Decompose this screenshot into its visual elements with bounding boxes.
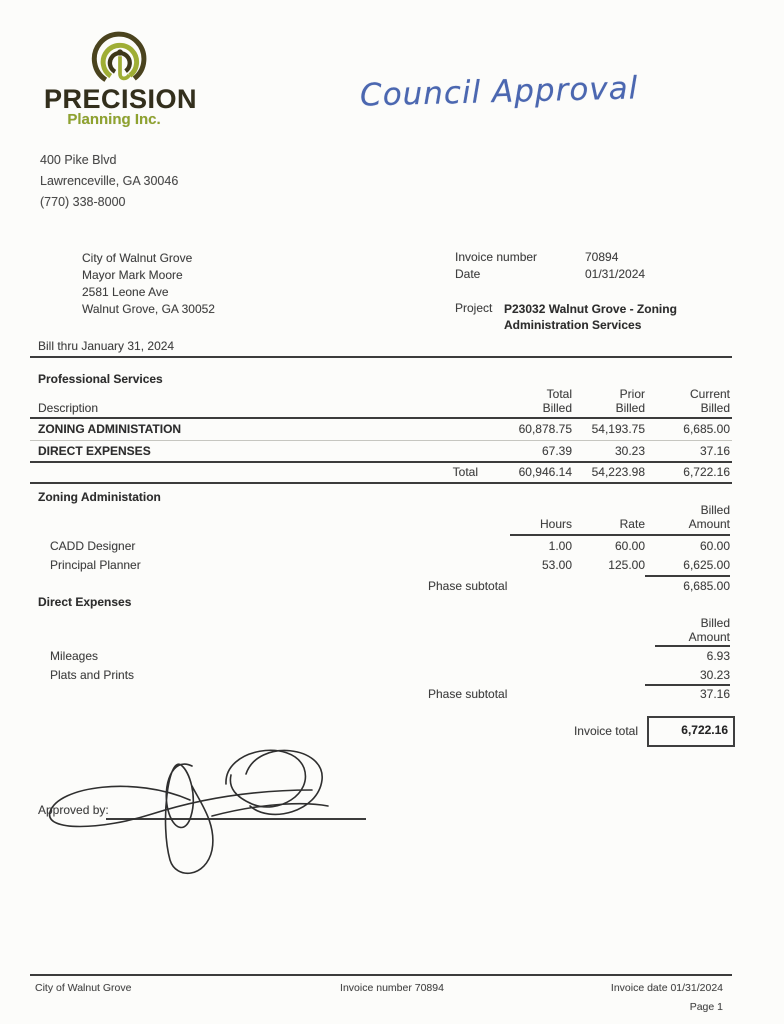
ps-row-total: 67.39 bbox=[541, 444, 572, 458]
direct-expenses-title: Direct Expenses bbox=[38, 595, 132, 609]
company-subtitle: Planning Inc. bbox=[67, 111, 161, 128]
ps-total-rule-top bbox=[30, 461, 732, 463]
ps-row-prior: 30.23 bbox=[614, 444, 645, 458]
company-address-line: 400 Pike Blvd bbox=[40, 153, 117, 167]
de-row-name: Mileages bbox=[50, 649, 99, 663]
invoice-total-label: Invoice total bbox=[573, 724, 638, 738]
de-subtotal-label: Phase subtotal bbox=[428, 687, 508, 701]
za-subtotal-rule bbox=[645, 575, 730, 577]
invoice-number-value: 70894 bbox=[585, 250, 619, 264]
project-value bbox=[504, 301, 677, 333]
bill-to-line: 2581 Leone Ave bbox=[82, 285, 169, 299]
ps-col-prior-line2: Billed bbox=[615, 401, 645, 415]
table-row bbox=[30, 444, 730, 460]
de-subtotal-row bbox=[30, 687, 730, 703]
ps-col-total-line2: Billed bbox=[542, 401, 572, 415]
ps-header-line2 bbox=[30, 401, 730, 417]
footer-invoice-number: Invoice number 70894 bbox=[340, 982, 444, 994]
za-row-name: Principal Planner bbox=[50, 558, 141, 572]
bill-to-line: Walnut Grove, GA 30052 bbox=[82, 302, 215, 316]
ps-row-separator bbox=[30, 440, 732, 441]
invoice-date-label: Date bbox=[455, 267, 481, 281]
za-col-rate: Rate bbox=[619, 517, 645, 531]
za-col-hours: Hours bbox=[539, 517, 572, 531]
table-row bbox=[30, 558, 730, 574]
za-row-hours: 53.00 bbox=[541, 558, 572, 572]
invoice-total-value: 6,722.16 bbox=[681, 723, 728, 737]
approved-by-label: Approved by: bbox=[38, 803, 109, 817]
ps-total-row bbox=[30, 465, 730, 481]
ps-row-total: 60,878.75 bbox=[518, 422, 572, 436]
ps-col-current-line1: Current bbox=[689, 387, 730, 401]
ps-row-current: 37.16 bbox=[699, 444, 730, 458]
za-subtotal-label: Phase subtotal bbox=[428, 579, 508, 593]
de-row-amount: 30.23 bbox=[699, 668, 730, 682]
table-row bbox=[30, 668, 730, 684]
ps-total-rule-bottom bbox=[30, 482, 732, 484]
footer-client: City of Walnut Grove bbox=[35, 982, 132, 994]
company-phone: (770) 338-8000 bbox=[40, 195, 126, 209]
project-line-1: P23032 Walnut Grove - Zoning bbox=[504, 302, 677, 316]
invoice-number-label: Invoice number bbox=[455, 250, 538, 264]
invoice-total-box bbox=[647, 716, 735, 747]
za-col-billed-line1: Billed bbox=[700, 503, 730, 517]
zoning-administation-title: Zoning Administation bbox=[38, 490, 161, 504]
ps-col-prior-line1: Prior bbox=[619, 387, 645, 401]
bill-to-line: City of Walnut Grove bbox=[82, 251, 193, 265]
company-name: PRECISION bbox=[44, 84, 198, 114]
de-header-rule bbox=[655, 645, 730, 647]
de-subtotal-rule bbox=[645, 684, 730, 686]
footer-rule bbox=[30, 974, 732, 976]
ps-total-total: 60,946.14 bbox=[518, 465, 572, 479]
za-header-rule bbox=[510, 534, 730, 536]
za-row-amount: 60.00 bbox=[699, 539, 730, 553]
ps-total-current: 6,722.16 bbox=[683, 465, 730, 479]
company-address-line: Lawrenceville, GA 30046 bbox=[40, 174, 179, 188]
de-row-name: Plats and Prints bbox=[50, 668, 135, 682]
za-row-name: CADD Designer bbox=[50, 539, 136, 553]
bill-to-line: Mayor Mark Moore bbox=[82, 268, 183, 282]
company-address bbox=[40, 150, 178, 213]
ps-row-prior: 54,193.75 bbox=[591, 422, 645, 436]
ps-row-description: ZONING ADMINISTATION bbox=[38, 422, 182, 436]
professional-services-title: Professional Services bbox=[38, 372, 163, 386]
de-subtotal-value: 37.16 bbox=[699, 687, 730, 701]
za-col-billed-line2: Amount bbox=[688, 517, 730, 531]
ps-total-prior: 54,223.98 bbox=[591, 465, 645, 479]
footer-page-number: Page 1 bbox=[689, 1001, 723, 1013]
ps-row-description: DIRECT EXPENSES bbox=[38, 444, 151, 458]
ps-row-current: 6,685.00 bbox=[683, 422, 730, 436]
za-header-line2 bbox=[30, 517, 730, 533]
ps-col-total-line1: Total bbox=[546, 387, 572, 401]
project-line-2: Administration Services bbox=[504, 318, 642, 332]
de-header-line2 bbox=[30, 630, 730, 646]
handwritten-council-approval-note: Council Approval bbox=[359, 70, 639, 114]
za-subtotal-value: 6,685.00 bbox=[683, 579, 730, 593]
project-label: Project bbox=[455, 301, 493, 315]
za-row-rate: 125.00 bbox=[608, 558, 645, 572]
table-row bbox=[30, 422, 730, 438]
handwritten-signature bbox=[40, 728, 330, 878]
de-col-billed-line2: Amount bbox=[688, 630, 730, 644]
de-col-billed-line1: Billed bbox=[700, 616, 730, 630]
za-row-hours: 1.00 bbox=[548, 539, 572, 553]
ps-col-current-line2: Billed bbox=[700, 401, 730, 415]
ps-header-rule bbox=[30, 417, 732, 419]
divider-rule bbox=[30, 356, 732, 358]
precision-planning-logo-icon bbox=[88, 24, 152, 86]
footer-invoice-date: Invoice date 01/31/2024 bbox=[610, 982, 723, 994]
za-subtotal-row bbox=[30, 579, 730, 595]
ps-total-label: Total bbox=[452, 465, 478, 479]
ps-col-description: Description bbox=[38, 401, 99, 415]
table-row bbox=[30, 649, 730, 665]
de-row-amount: 6.93 bbox=[706, 649, 730, 663]
invoice-date-value: 01/31/2024 bbox=[585, 267, 646, 281]
za-row-amount: 6,625.00 bbox=[683, 558, 730, 572]
bill-to-block bbox=[82, 250, 215, 318]
table-row bbox=[30, 539, 730, 555]
za-row-rate: 60.00 bbox=[614, 539, 645, 553]
bill-thru-text: Bill thru January 31, 2024 bbox=[38, 339, 175, 353]
